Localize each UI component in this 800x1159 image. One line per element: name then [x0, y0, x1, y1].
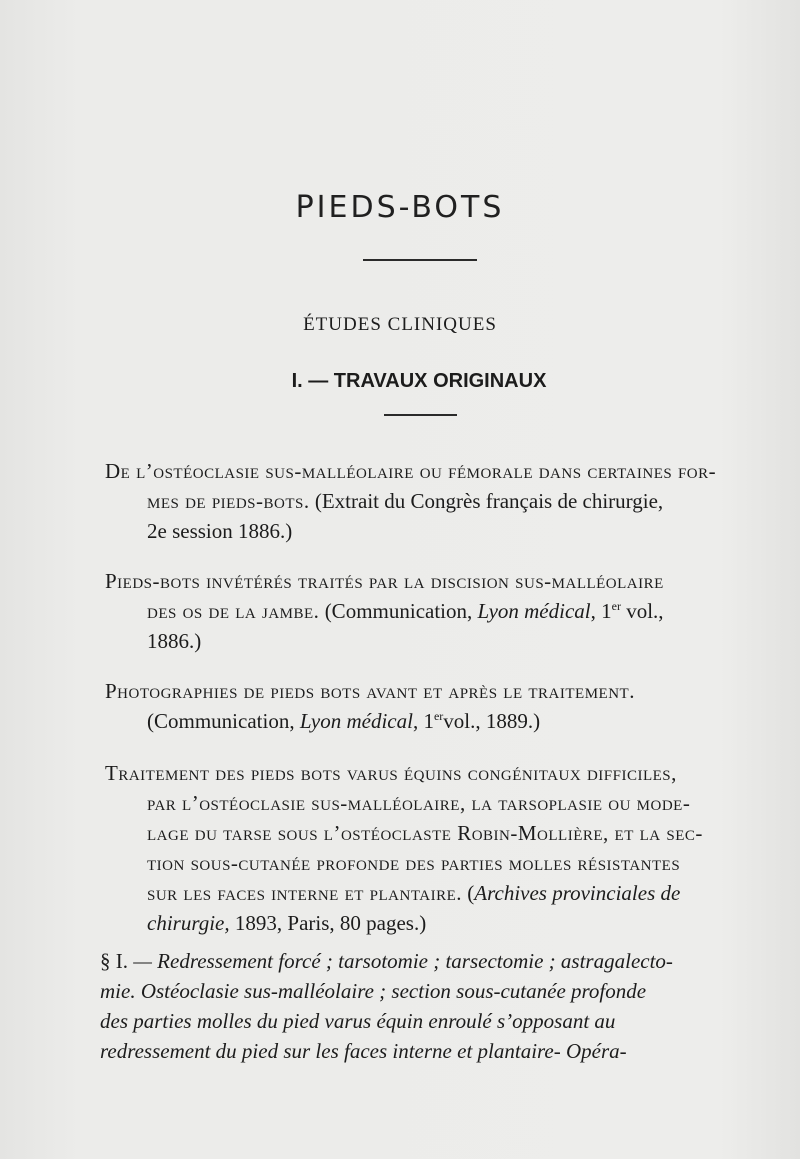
- entry-source: , 1: [590, 599, 612, 623]
- entry-title-part: mes de pieds-bots.: [147, 489, 310, 513]
- journal-name: Lyon médical: [477, 599, 591, 623]
- entry-source: (Extrait du Congrès français de chirurgie,: [309, 489, 664, 513]
- entry-source: vol., 1889.): [443, 709, 541, 733]
- entry-source: (Communication,: [147, 709, 300, 733]
- section-number: § I.: [100, 949, 128, 973]
- paragraph-text: — Redressement forcé ; tarsotomie ; tarsectomie ; astragalecto-: [128, 949, 673, 973]
- entry-line: 1886.): [147, 629, 202, 653]
- entry-line: Traitement des pieds bots varus équins congénitaux difficiles,: [105, 761, 677, 785]
- entry-line: Pieds-bots invétérés traités par la discision sus-malléolaire: [105, 569, 664, 593]
- subtitle: ÉTUDES CLINIQUES: [303, 314, 497, 335]
- entry-line: 2e session 1886.): [147, 519, 293, 543]
- paragraph-line: redressement du pied sur les faces interne et plantaire- Opéra-: [100, 1039, 627, 1063]
- bibliography-entry: [105, 456, 737, 546]
- paragraph-line: des parties molles du pied varus équin enroulé s’opposant au: [100, 1009, 616, 1033]
- entry-source: vol.,: [620, 599, 664, 623]
- entry-line: [105, 878, 737, 908]
- paragraph-line: [100, 946, 745, 976]
- entry-source: (: [462, 881, 475, 905]
- section-paragraph: [100, 946, 745, 1066]
- entry-line: De l’ostéoclasie sus-malléolaire ou fémorale dans certaines for-: [105, 459, 717, 483]
- entry-line: par l’ostéoclasie sus-malléolaire, la tarsoplasie ou mode-: [147, 791, 691, 815]
- entry-line: Photographies de pieds bots avant et après le traitement.: [105, 679, 635, 703]
- superscript: er: [433, 709, 444, 723]
- bibliography-entry: [105, 676, 737, 736]
- entry-line: [105, 908, 737, 938]
- journal-name: Lyon médical: [299, 709, 413, 733]
- entry-title-part: sur les faces interne et plantaire.: [147, 881, 463, 905]
- entry-line: [105, 486, 737, 516]
- bibliography-entry: [105, 758, 737, 938]
- section-rule: [384, 414, 457, 416]
- journal-name: chirurgie,: [147, 911, 230, 935]
- entry-line: tion sous-cutanée profonde des parties molles résistantes: [147, 851, 681, 875]
- entry-source: (Communication,: [319, 599, 478, 623]
- entry-title-part: des os de la jambe.: [147, 599, 320, 623]
- bibliography-entry: [105, 566, 737, 656]
- entry-source: , 1: [412, 709, 434, 733]
- entry-line: lage du tarse sous l’ostéoclaste Robin-Mollière, et la sec-: [147, 821, 703, 845]
- entry-line: [105, 596, 737, 626]
- title-rule: [363, 259, 477, 261]
- superscript: er: [611, 599, 621, 613]
- page-title: PIEDS-BOTS: [295, 190, 505, 225]
- entry-source: 1893, Paris, 80 pages.): [229, 911, 427, 935]
- paragraph-line: mie. Ostéoclasie sus-malléolaire ; section sous-cutanée profonde: [100, 979, 647, 1003]
- journal-name: Archives provinciales de: [474, 881, 681, 905]
- entry-line: [105, 706, 737, 736]
- section-heading: I. — TRAVAUX ORIGINAUX: [291, 370, 547, 392]
